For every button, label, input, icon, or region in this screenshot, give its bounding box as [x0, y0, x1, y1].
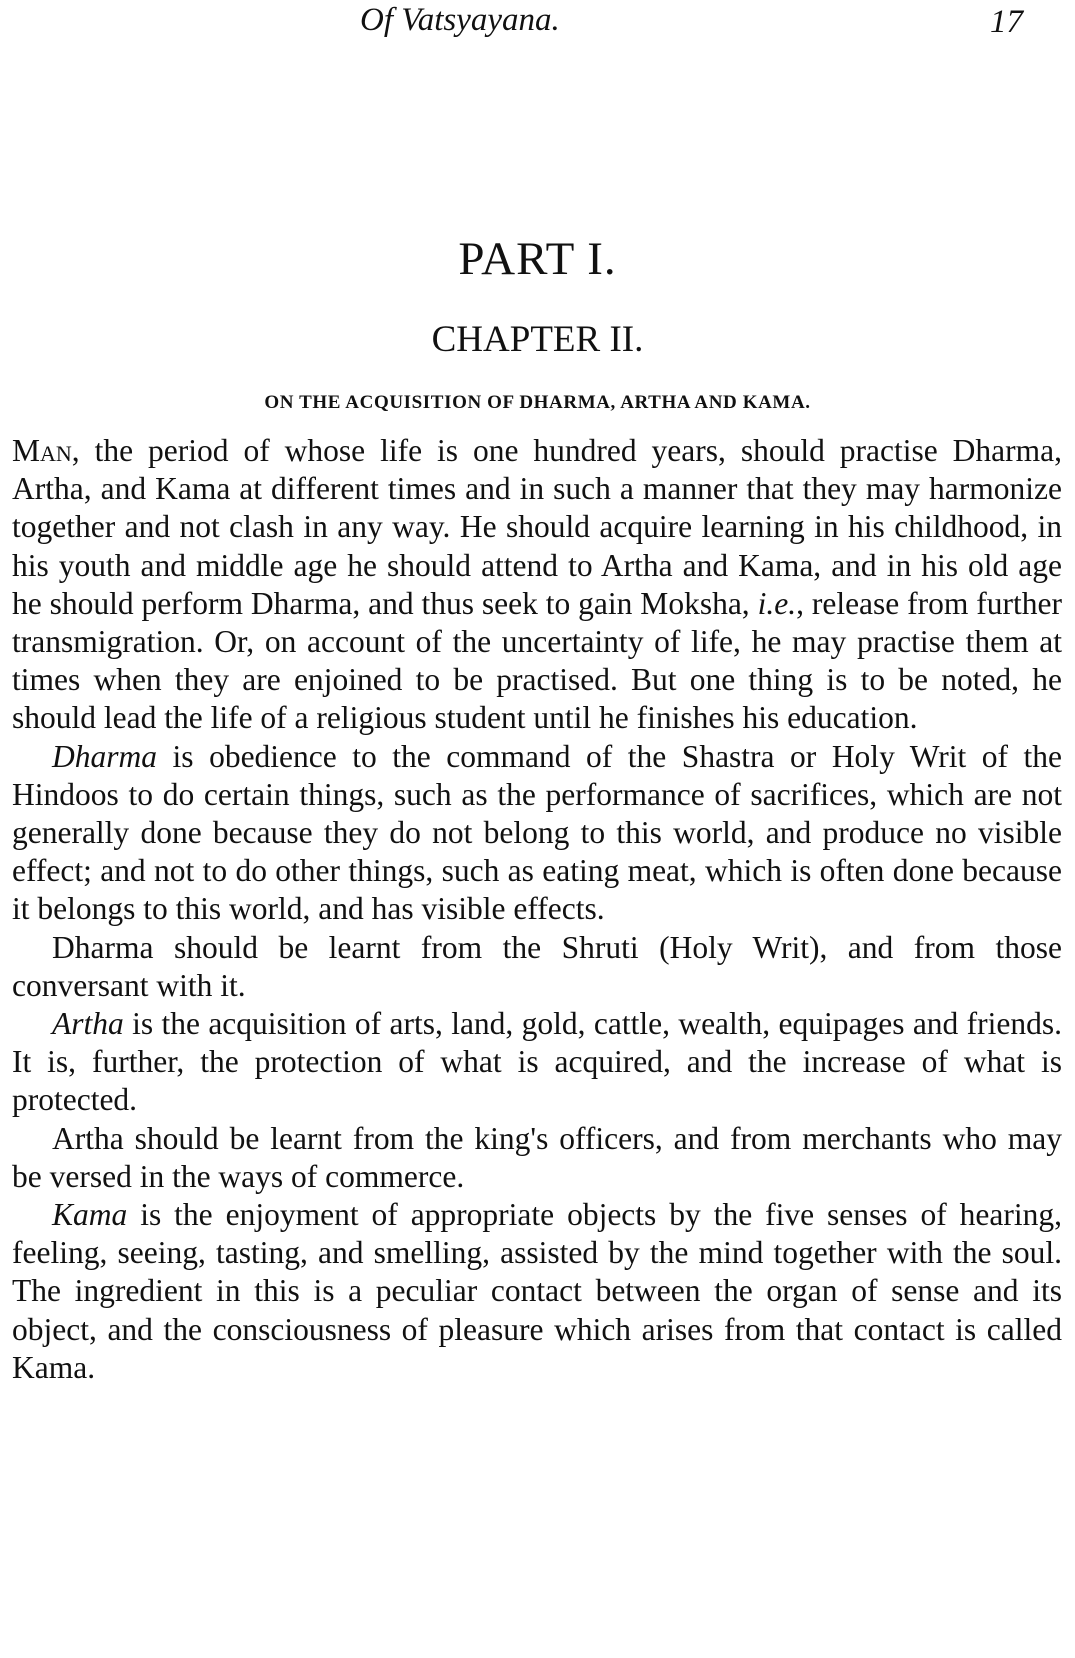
paragraph-text: is the acquisition of arts, land, gold, cattle, wealth, equipages and friends. It is, further, the protection of what is acquired, and the increase of what is protected. — [12, 1006, 1062, 1118]
running-header — [0, 0, 1075, 46]
term-artha: Artha — [52, 1006, 124, 1042]
chapter-title: CHAPTER II. — [431, 319, 644, 360]
part-title: PART I. — [458, 233, 617, 285]
paragraph-text: the period of whose life is one hundred years, should practise Dharma, Artha, and Kama at different times and in such a manner that they may harmonize together and not clash in any way. He should acquire learning in his childhood, in his youth and middle age he should attend to Artha and Kama, and in his old age he should perform Dharma, and thus seek to gain Moksha, — [12, 433, 1062, 621]
paragraph-artha-definition — [12, 1005, 1062, 1120]
paragraph-dharma-source — [12, 929, 1062, 1005]
paragraph-artha-source — [12, 1120, 1062, 1196]
section-title: ON THE ACQUISITION OF DHARMA, ARTHA AND KAMA. — [264, 392, 811, 413]
body-text — [12, 432, 1062, 1387]
term-kama: Kama — [52, 1197, 128, 1233]
paragraph-man — [12, 432, 1062, 738]
abbreviation-ie: i.e. — [757, 585, 797, 621]
paragraph-text: is the enjoyment of appropriate objects by the five senses of hearing, feeling, seeing, tasting, and smelling, assisted by the mind together with the soul. The ingredient in this is a peculiar contact between the organ of sense and its object, and the consciousness of pleasure which arises from that contact is called Kama. — [12, 1197, 1062, 1385]
term-dharma: Dharma — [52, 738, 158, 774]
running-title: Of Vatsyayana. — [360, 2, 560, 38]
paragraph-text: Artha should be learnt from the king's officers, and from merchants who may be versed in the ways of commerce. — [12, 1120, 1062, 1194]
paragraph-lead-word: Man, — [12, 433, 80, 468]
paragraph-text: , release from further transmigration. Or, on account of the uncertainty of life, he may practise them at times when they are enjoined to be practised. But one thing is to be noted, he should lead the life of a religious student until he finishes his education. — [12, 585, 1063, 736]
paragraph-text: is obedience to the command of the Shastra or Holy Writ of the Hindoos to do certain things, such as the performance of sacrifices, which are not generally done because they do not belong to this world, and produce no visible effect; and not to do other things, such as eating meat, which is often done because it belongs to this world, and has visible effects. — [12, 738, 1062, 927]
paragraph-dharma-definition — [12, 738, 1062, 929]
paragraph-kama-definition — [12, 1196, 1062, 1387]
paragraph-text: Dharma should be learnt from the Shruti (Holy Writ), and from those conversant with it. — [12, 929, 1062, 1003]
page-number: 17 — [990, 4, 1023, 40]
